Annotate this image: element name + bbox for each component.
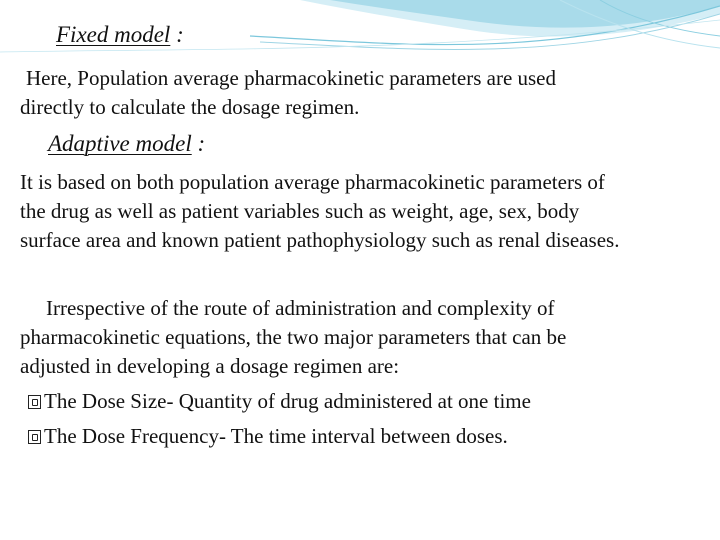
adaptive-model-body-line-3: surface area and known patient pathophysiology such as renal diseases. [20,228,620,252]
bullet-dose-size-text: The Dose Size- Quantity of drug administered at one time [44,389,531,413]
bullet-dose-frequency-text: The Dose Frequency- The time interval between doses. [44,424,508,448]
adaptive-model-body-line-1: It is based on both population average pharmacokinetic parameters of [20,170,605,194]
parameters-intro-line-1: Irrespective of the route of administration and complexity of [46,296,555,320]
parameters-intro-line-2: pharmacokinetic equations, the two major parameters that can be [20,325,567,349]
bullet-dose-frequency [28,422,508,451]
adaptive-model-heading-row [48,131,205,157]
fixed-model-heading-row [56,22,184,48]
missing-glyph-box-icon [28,430,41,444]
fixed-model-heading-colon: : [170,22,184,47]
missing-glyph-box-icon [28,395,41,409]
fixed-model-heading: Fixed model [56,22,171,47]
adaptive-model-body-line-2: the drug as well as patient variables such as weight, age, sex, body [20,199,580,223]
adaptive-model-heading-colon: : [191,131,206,156]
adaptive-model-heading: Adaptive model [48,131,192,156]
parameters-intro-line-3: adjusted in developing a dosage regimen are: [20,354,400,378]
fixed-model-body-line-2: directly to calculate the dosage regimen. [20,95,360,119]
bullet-dose-size [28,387,531,416]
fixed-model-body-line-1: Here, Population average pharmacokinetic parameters are used [26,66,557,90]
